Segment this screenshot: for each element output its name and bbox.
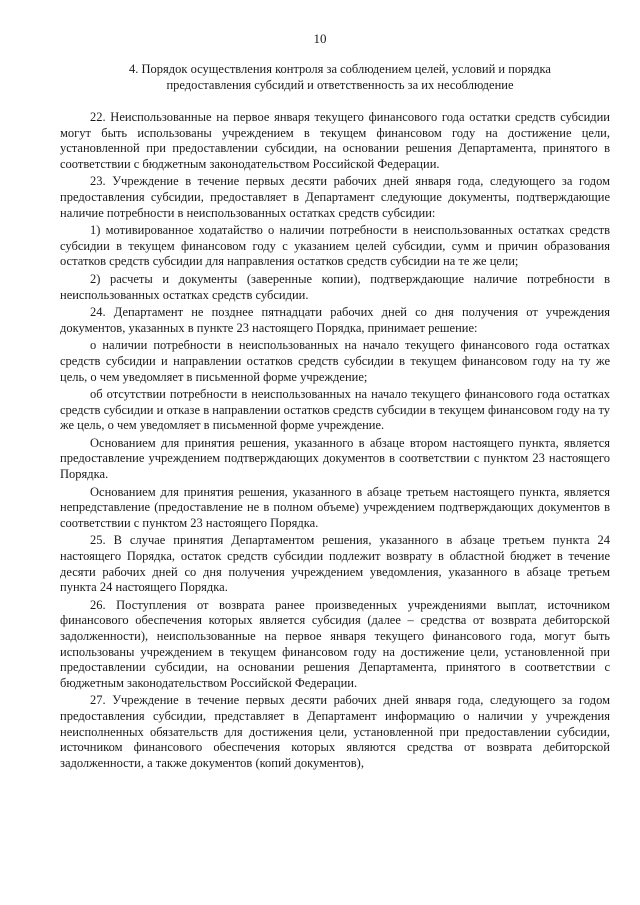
section-title-line-2: предоставления субсидий и ответственность за их несоблюдение [166,78,514,92]
paragraph-23-item-1: 1) мотивированное ходатайство о наличии потребности в неиспользованных остатках средств субсидии в текущем финансовом году с указанием целей субсидии, сумм и причин образования остатков средств субсидии для направления остатков средств субсидии на те же цели; [60,223,610,269]
paragraph-24-option-1: о наличии потребности в неиспользованных на начало текущего финансового года остатках средств субсидии и направлении остатков средств субсидии в текущем финансовом году на ту же цель, о чем уведомляет в письменной форме учреждение; [60,338,610,384]
paragraph-24: 24. Департамент не позднее пятнадцати рабочих дней со дня получения от учреждения документов, указанных в пункте 23 настоящего Порядка, принимает решение: [60,305,610,335]
paragraph-24-option-2: об отсутствии потребности в неиспользованных на начало текущего финансового года остатках средств субсидии и отказе в направлении остатков средств субсидии в текущем финансовом году на ту же цель, о чем уведомляет в письменной форме учреждение. [60,387,610,433]
paragraph-22: 22. Неиспользованные на первое января текущего финансового года остатки средств субсидии могут быть использованы учреждением в текущем финансовом году на достижение цели, установленной при предоставлении субсидии, на основании решения Департамента, принятого в соответствии с бюджетным законодательством Российской Федерации. [60,110,610,171]
paragraph-23: 23. Учреждение в течение первых десяти рабочих дней января года, следующего за годом предоставления субсидии, предоставляет в Департамент следующие документы, подтверждающие наличие потребности в неиспользованных остатках средств субсидии: [60,174,610,220]
section-title [60,61,620,93]
section-title-line-1: 4. Порядок осуществления контроля за соблюдением целей, условий и порядка [129,62,551,76]
paragraph-27: 27. Учреждение в течение первых десяти рабочих дней января года, следующего за годом предоставления субсидии, представляет в Департамент информацию о наличии у учреждения неисполненных обязательств для достижения цели, установленной при предоставлении субсидии, источником финансового обеспечения которых являются средства от возврата дебиторской задолженности, а также документов (копий документов), [60,693,610,770]
document-body [60,110,610,773]
paragraph-26: 26. Поступления от возврата ранее произведенных учреждениями выплат, источником финансового обеспечения которых является субсидия (далее – средства от возврата дебиторской задолженности), неиспользованные на первое января текущего финансового года, могут быть использованы учреждением в текущем финансовом году на достижение цели, установленной при предоставлении субсидии, на основании решения Департамента, принятого в соответствии с бюджетным законодательством Российской Федерации. [60,597,610,690]
paragraph-23-item-2: 2) расчеты и документы (заверенные копии), подтверждающие наличие потребности в неиспользованных остатках средств субсидии. [60,271,610,302]
page-number: 10 [313,31,327,46]
paragraph-24-basis-1: Основанием для принятия решения, указанного в абзаце втором настоящего пункта, является предоставление учреждением подтверждающих документов в соответствии с пунктом 23 настоящего Порядка. [60,435,610,482]
paragraph-24-basis-2: Основанием для принятия решения, указанного в абзаце третьем настоящего пункта, является непредставление (предоставление не в полном объеме) учреждением подтверждающих документов в соответствии с пунктом 23 настоящего Порядка. [60,484,610,530]
paragraph-25: 25. В случае принятия Департаментом решения, указанного в абзаце третьем пункта 24 настоящего Порядка, остаток средств субсидии подлежит возврату в областной бюджет в течение десяти рабочих дней со дня получения учреждением уведомления, указанного в абзаце третьем пункта 24 настоящего Порядка. [60,533,610,595]
